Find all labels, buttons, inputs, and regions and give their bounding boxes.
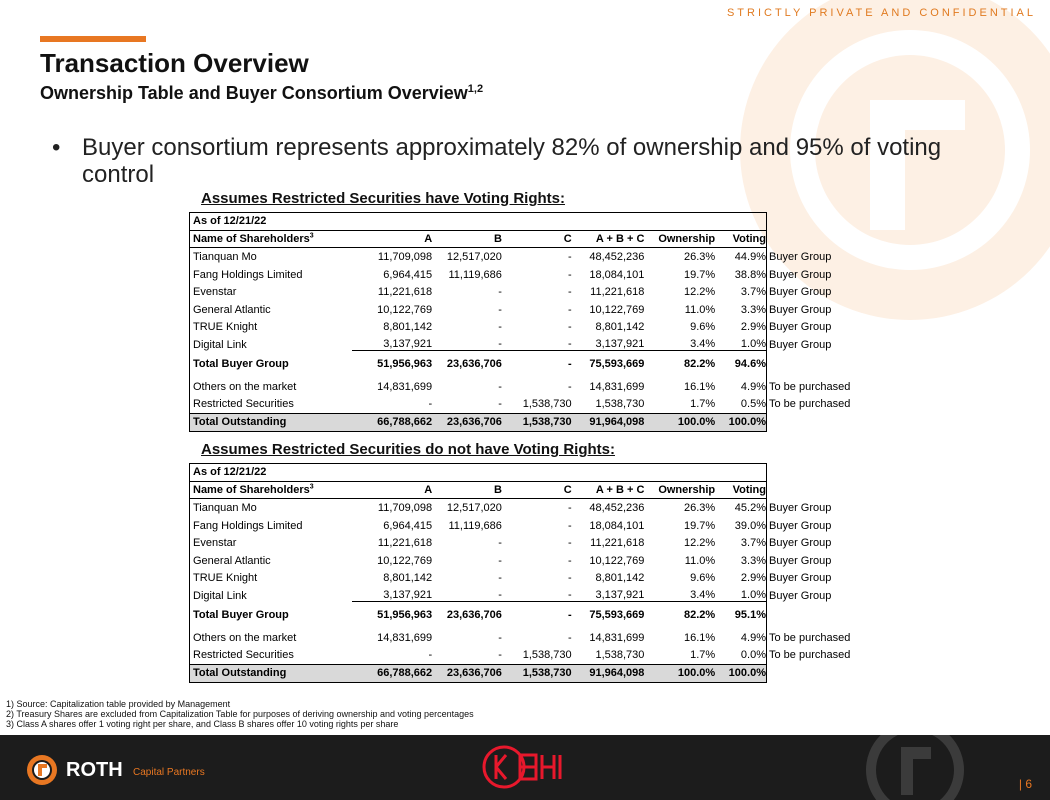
shareholder-name: Restricted Securities [193,398,294,411]
class-a-value: - [428,649,433,662]
class-c-value: 1,538,730 [522,667,572,680]
total-shares-value: 75,593,669 [589,608,645,621]
class-a-value: 10,122,769 [377,303,433,316]
class-a-value: 3,137,921 [352,338,432,351]
column-header-abc: A + B + C [595,232,645,245]
total-shares-value: 75,593,669 [589,357,645,370]
ownership-value: 100.0% [677,667,716,680]
voting-value: 3.3% [740,303,766,316]
class-a-value: 66,788,662 [377,416,433,429]
voting-value: 2.9% [740,572,766,585]
group-note: To be purchased [769,649,851,662]
table-row [190,301,832,319]
class-c-value: - [567,321,572,334]
class-b-value: - [498,286,502,299]
class-b-value: 11,119,686 [448,519,502,532]
class-b-value: - [498,649,502,662]
table-row [190,319,832,337]
ownership-value: 1.7% [690,398,716,411]
ownership-value: 1.7% [690,649,716,662]
total-shares-value: 1,538,730 [595,398,645,411]
as-of-row [190,464,766,482]
shareholder-name: Evenstar [193,286,237,299]
class-b-value: - [498,537,502,550]
roth-logo-icon [26,754,58,786]
class-c-value: - [567,357,572,370]
group-note: To be purchased [769,398,851,411]
total-shares-value: 11,221,618 [590,537,645,550]
total-shares-value: 48,452,236 [589,501,645,514]
confidentiality-label: STRICTLY PRIVATE AND CONFIDENTIAL [726,7,1036,19]
class-a-value: 11,221,618 [377,286,433,299]
class-a-value: 6,964,415 [383,268,433,281]
column-header-row [190,231,766,249]
total-shares-value: 18,084,101 [589,519,645,532]
class-b-value: - [498,321,502,334]
total-shares-value: 3,137,921 [572,338,645,351]
total-shares-value: 11,221,618 [590,286,645,299]
group-note: Buyer Group [769,589,832,602]
voting-value: 3.7% [740,286,766,299]
voting-value: 0.0% [740,649,766,662]
roth-brand-name: ROTH [66,759,123,781]
table-row [190,517,832,535]
voting-value: 1.0% [715,338,766,351]
shareholder-name: Restricted Securities [193,649,294,662]
voting-value: 95.1% [734,608,766,621]
ownership-value: 11.0% [684,303,716,316]
restricted-securities-row [190,646,851,664]
shareholder-name: General Atlantic [193,554,271,567]
class-b-value: 12,517,020 [446,250,502,263]
ownership-value: 11.0% [684,554,716,567]
column-header-b: B [493,483,502,496]
group-note: To be purchased [769,380,851,393]
shareholder-name: Evenstar [193,537,237,550]
others-row [190,629,851,647]
group-note: Buyer Group [769,268,832,281]
table-row [190,283,832,301]
group-note: To be purchased [769,631,851,644]
table-row [190,499,832,517]
ownership-value: 3.4% [644,338,715,351]
shareholder-name: Digital Link [193,338,247,351]
voting-value: 45.2% [734,501,766,514]
class-a-value: 51,956,963 [377,357,433,370]
ownership-value: 19.7% [683,519,716,532]
summary-bullet [52,134,1012,188]
ownership-value: 82.2% [683,357,716,370]
page-number: | 6 [1018,777,1032,791]
ownership-value: 16.1% [683,631,716,644]
class-a-value: 3,137,921 [352,589,432,602]
table-row [190,570,832,588]
total-buyer-group-row [190,354,766,374]
class-c-value: - [567,268,572,281]
shareholder-name: General Atlantic [193,303,271,316]
class-a-value: 8,801,142 [383,321,433,334]
column-header-a: A [424,483,433,496]
class-c-value: 1,538,730 [522,398,572,411]
column-header-c: C [563,483,572,496]
ownership-value: 12.2% [683,286,716,299]
total-shares-value: 48,452,236 [589,250,645,263]
footnote-3: 3) Class A shares offer 1 voting right per share, and Class B shares offer 10 voting rights per share [6,719,399,729]
class-a-value: 14,831,699 [377,380,433,393]
column-header-a: A [424,232,433,245]
group-note: Buyer Group [769,554,832,567]
ownership-value: 3.4% [644,589,715,602]
ownership-value: 26.3% [683,250,716,263]
footer-bar [0,735,1050,800]
ownership-value: 19.7% [683,268,716,281]
as-of-date: As of 12/21/22 [193,215,267,228]
table-1-heading: Assumes Restricted Securities have Voting Rights: [201,190,565,207]
total-shares-value: 91,964,098 [589,416,645,429]
footnote-2: 2) Treasury Shares are excluded from Capitalization Table for purposes of deriving ownership and voting percentages [6,709,474,719]
footer-watermark-icon [855,735,975,800]
class-c-value: - [567,572,572,585]
ownership-value: 26.3% [683,501,716,514]
class-b-value: 23,636,706 [446,357,502,370]
class-b-value: 23,636,706 [446,416,502,429]
table-row [190,552,832,570]
column-header-name: Name of Shareholders$^3$ [193,483,314,496]
ownership-value: 16.1% [683,380,716,393]
total-shares-value: 1,538,730 [595,649,645,662]
table-row [190,534,832,552]
column-footnote-ref: 3 [309,483,314,491]
voting-value: 100.0% [728,667,766,680]
total-shares-value: 8,801,142 [595,321,645,334]
shareholder-name: Tianquan Mo [193,250,257,263]
voting-value: 3.3% [740,554,766,567]
class-c-value: - [567,519,572,532]
class-c-value: - [567,380,572,393]
footnote-1: 1) Source: Capitalization table provided by Management [6,699,231,709]
class-c-value: - [502,589,572,602]
bullet-dot: • [52,134,61,161]
class-a-value: 11,709,098 [377,250,433,263]
class-b-value: - [498,380,502,393]
class-a-value: 11,221,618 [377,537,433,550]
title-accent-bar [40,36,146,42]
class-a-value: 6,964,415 [383,519,433,532]
shareholder-name: Fang Holdings Limited [193,268,303,281]
class-c-value: - [567,554,572,567]
total-shares-value: 18,084,101 [589,268,645,281]
class-b-value: - [498,572,502,585]
ownership-table-voting [189,212,851,432]
voting-value: 0.5% [740,398,766,411]
group-note: Buyer Group [769,572,832,585]
class-a-value: 8,801,142 [383,572,433,585]
column-header-ownership: Ownership [658,483,716,496]
table-row [190,587,832,605]
company-logo-icon [482,743,570,791]
shareholder-name: Others on the market [193,631,297,644]
total-outstanding-row [190,664,766,682]
group-note: Buyer Group [769,250,832,263]
shareholder-name: Tianquan Mo [193,501,257,514]
class-a-value: 10,122,769 [377,554,433,567]
group-note: Buyer Group [769,501,832,514]
class-a-value: - [428,398,433,411]
footnotes [6,699,474,729]
total-outstanding-row [190,413,766,431]
class-b-value: 11,119,686 [448,268,502,281]
column-header-voting: Voting [732,483,766,496]
class-b-value: - [432,338,502,351]
class-c-value: - [567,286,572,299]
ownership-table-non-voting [189,463,851,683]
voting-value: 4.9% [740,631,766,644]
class-c-value: - [502,338,572,351]
class-c-value: - [567,250,572,263]
bullet-text: Buyer consortium represents approximately 82% of ownership and 95% of voting control [82,134,942,188]
class-c-value: - [567,631,572,644]
column-header-abc: A + B + C [595,483,645,496]
table-row [190,248,832,266]
voting-value: 4.9% [740,380,766,393]
subtitle-footnote-ref: 1,2 [467,83,484,95]
total-shares-value: 10,122,769 [589,303,645,316]
total-shares-value: 14,831,699 [589,631,645,644]
others-row [190,378,851,396]
ownership-value: 12.2% [683,537,716,550]
total-buyer-group-row [190,605,766,625]
column-header-voting: Voting [732,232,766,245]
class-c-value: - [567,501,572,514]
voting-value: 3.7% [740,537,766,550]
voting-value: 100.0% [728,416,766,429]
column-header-ownership: Ownership [658,232,716,245]
class-c-value: - [567,303,572,316]
column-footnote-ref: 3 [309,232,314,240]
table-2-heading: Assumes Restricted Securities do not have Voting Rights: [201,441,615,458]
class-b-value: 23,636,706 [446,608,502,621]
ownership-value: 9.6% [690,321,716,334]
shareholder-name: Total Buyer Group [193,608,289,621]
total-shares-value: 8,801,142 [595,572,645,585]
class-b-value: - [498,554,502,567]
column-header-c: C [563,232,572,245]
voting-value: 39.0% [734,519,766,532]
shareholder-name: Digital Link [193,589,247,602]
group-note: Buyer Group [769,519,832,532]
class-b-value: - [498,398,502,411]
as-of-row [190,213,766,231]
total-shares-value: 14,831,699 [589,380,645,393]
shareholder-name: Fang Holdings Limited [193,519,303,532]
group-note: Buyer Group [769,537,832,550]
group-note: Buyer Group [769,338,832,351]
class-a-value: 66,788,662 [377,667,433,680]
voting-value: 2.9% [740,321,766,334]
class-a-value: 11,709,098 [377,501,433,514]
table-row [190,266,832,284]
class-c-value: 1,538,730 [522,416,572,429]
shareholder-name: Total Outstanding [193,667,287,680]
total-shares-value: 91,964,098 [589,667,645,680]
group-note: Buyer Group [769,286,832,299]
page-subtitle: Ownership Table and Buyer Consortium Overview$^{1,2}$ [40,83,484,103]
ownership-value: 100.0% [677,416,716,429]
group-note: Buyer Group [769,321,832,334]
as-of-date: As of 12/21/22 [193,466,267,479]
ownership-value: 9.6% [690,572,716,585]
total-shares-value: 10,122,769 [589,554,645,567]
shareholder-name: Total Outstanding [193,416,287,429]
column-header-name: Name of Shareholders$^3$ [193,232,314,245]
class-b-value: - [498,631,502,644]
voting-value: 44.9% [734,250,766,263]
class-c-value: 1,538,730 [522,649,572,662]
shareholder-name: TRUE Knight [193,572,258,585]
shareholder-name: Others on the market [193,380,297,393]
column-header-b: B [493,232,502,245]
group-note: Buyer Group [769,303,832,316]
page-title: Transaction Overview [40,48,309,78]
total-shares-value: 3,137,921 [572,589,645,602]
ownership-value: 82.2% [683,608,716,621]
shareholder-name: TRUE Knight [193,321,258,334]
class-b-value: 23,636,706 [446,667,502,680]
class-b-value: - [498,303,502,316]
class-a-value: 51,956,963 [377,608,433,621]
shareholder-name: Total Buyer Group [193,357,289,370]
class-c-value: - [567,608,572,621]
roth-brand-subtitle: Capital Partners [133,767,205,778]
voting-value: 38.8% [734,268,766,281]
restricted-securities-row [190,395,851,413]
voting-value: 94.6% [734,357,766,370]
class-b-value: 12,517,020 [446,501,502,514]
table-row [190,336,832,354]
class-c-value: - [567,537,572,550]
voting-value: 1.0% [715,589,766,602]
class-a-value: 14,831,699 [377,631,433,644]
class-b-value: - [432,589,502,602]
column-header-row [190,482,766,500]
